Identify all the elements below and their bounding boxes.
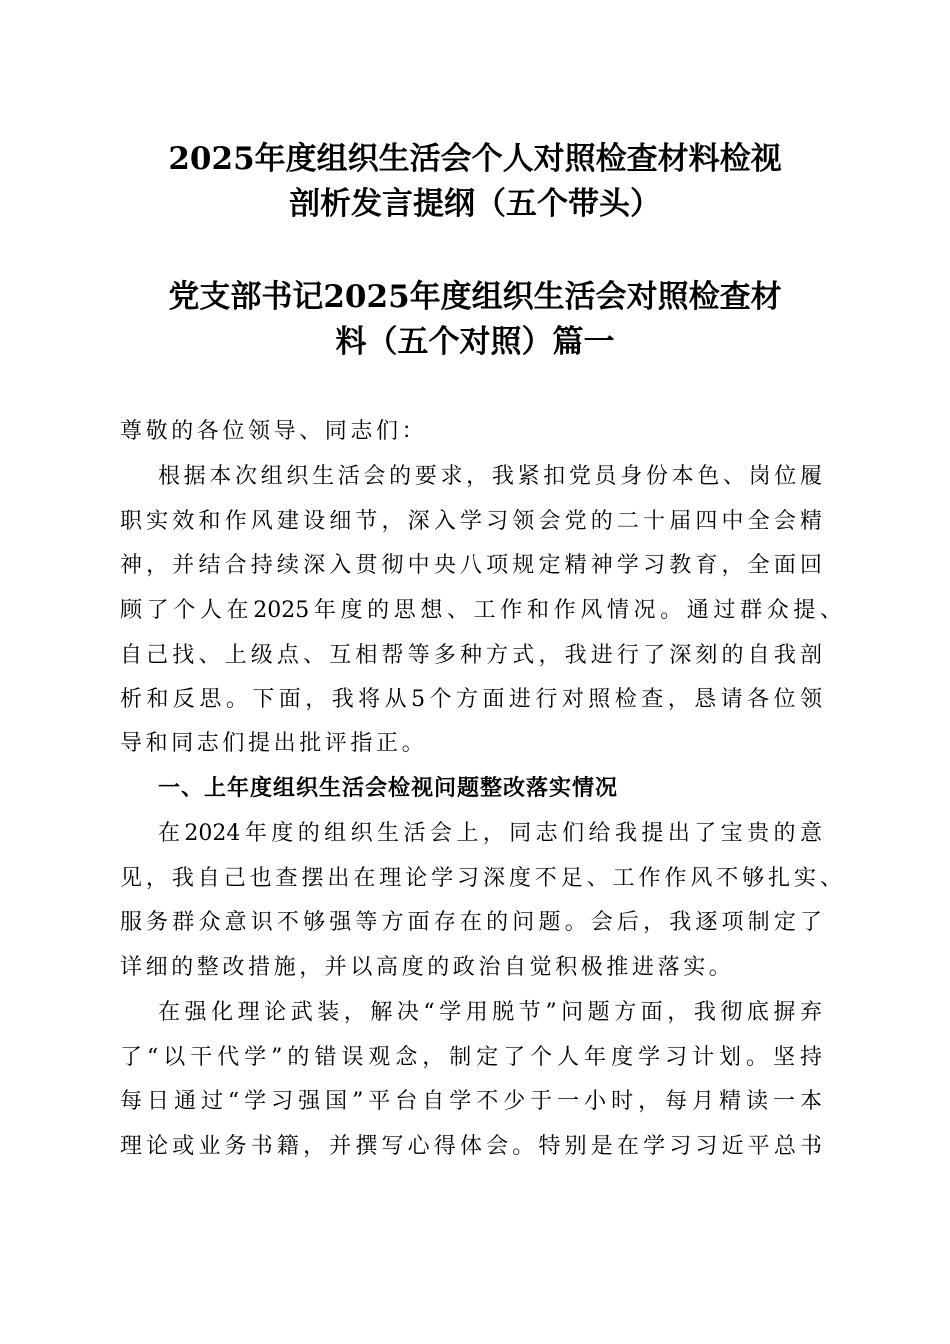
paragraph-line: 了“以干代学”的错误观念，制定了个人年度学习计划。坚持 <box>120 1045 822 1070</box>
paragraph-line: 导和同志们提出批评指正。 <box>120 731 428 756</box>
document-title-line-1: 2025年度组织生活会个人对照检查材料检视 <box>168 141 782 177</box>
paragraph-line: 职实效和作风建设细节，深入学习领会党的二十届四中全会精 <box>120 509 822 534</box>
salutation: 尊敬的各位领导、同志们： <box>120 419 428 444</box>
paragraph-line: 析和反思。下面，我将从5个方面进行对照检查，恳请各位领 <box>120 687 822 712</box>
paragraph-line: 神，并结合持续深入贯彻中央八项规定精神学习教育，全面回 <box>120 553 822 578</box>
paragraph-line: 根据本次组织生活会的要求，我紧扣党员身份本色、岗位履 <box>158 464 822 489</box>
subtitle-line-2: 料（五个对照）篇一 <box>335 324 615 360</box>
document-title-line-2: 剖析发言提纲（五个带头） <box>289 186 661 222</box>
subtitle-line-1: 党支部书记2025年度组织生活会对照检查材 <box>168 279 782 315</box>
section-heading: 一、上年度组织生活会检视问题整改落实情况 <box>158 776 619 801</box>
paragraph-line: 详细的整改措施，并以高度的政治自觉积极推进落实。 <box>120 955 735 980</box>
paragraph-line: 见，我自己也查摆出在理论学习深度不足、工作作风不够扎实、 <box>120 866 842 891</box>
paragraph-line: 服务群众意识不够强等方面存在的问题。会后，我逐项制定了 <box>120 910 822 935</box>
paragraph-line: 顾了个人在2025年度的思想、工作和作风情况。通过群众提、 <box>120 598 842 623</box>
paragraph-line: 理论或业务书籍，并撰写心得体会。特别是在学习习近平总书 <box>120 1134 822 1159</box>
paragraph-line: 在强化理论武装，解决“学用脱节”问题方面，我彻底摒弃 <box>158 1000 822 1025</box>
paragraph-line: 自己找、上级点、互相帮等多种方式，我进行了深刻的自我剖 <box>120 643 822 668</box>
paragraph-line: 每日通过“学习强国”平台自学不少于一小时，每月精读一本 <box>120 1089 822 1114</box>
paragraph-line: 在2024年度的组织生活会上，同志们给我提出了宝贵的意 <box>158 821 822 846</box>
